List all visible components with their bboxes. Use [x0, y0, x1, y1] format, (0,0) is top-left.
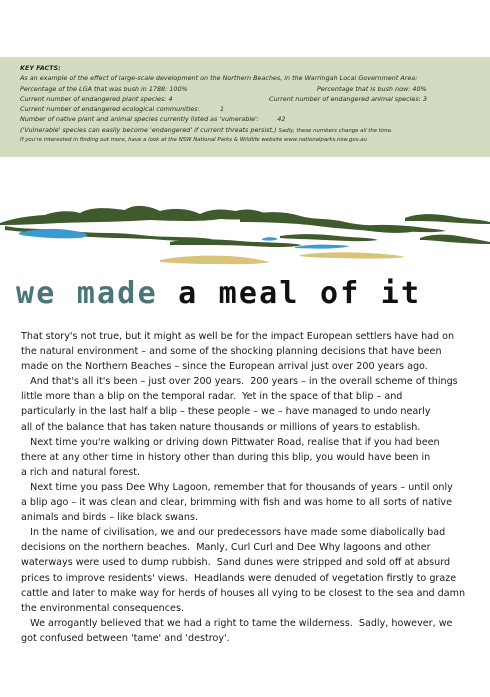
sand-illustration: [160, 252, 405, 264]
bush-1788-fact: Percentage of the LGA that was bush in 1788: 100%: [20, 84, 188, 93]
body-line: cattle and later to make way for herds of houses all vying to be closest to the sea and damn: [21, 587, 466, 599]
key-facts-content: [20, 63, 484, 145]
body-line: all of the balance that has taken nature thousands or millions of years to establish.: [21, 421, 421, 433]
body-line: a rich and natural forest.: [21, 466, 141, 478]
body-line: We arrogantly believed that we had a right to tame the wilderness. Sadly, however, we: [21, 617, 453, 629]
article-body: [21, 329, 476, 646]
bush-now-fact: Percentage that is bush now: 40%: [317, 84, 427, 93]
body-line: decisions on the northern beaches. Manly, Curl Curl and Dee Why lagoons and other: [21, 542, 431, 554]
key-facts-bush-row: [20, 84, 484, 94]
body-line: Next time you're walking or driving down Pittwater Road, realise that if you had been: [21, 436, 440, 448]
body-line: there at any other time in history other than during this blip, you would have been in: [21, 451, 431, 463]
body-line: In the name of civilisation, we and our predecessors have made some diabolically bad: [21, 527, 446, 539]
vulnerable-note: ('Vulnerable' species can easily become 'endangered' if current threats persist.): [20, 125, 277, 134]
body-line: got confused between 'tame' and 'destroy'.: [21, 632, 230, 644]
page-title: [16, 276, 421, 311]
website-note: If you're interested in finding out more, have a look at the NSW National Parks & Wildlife website www.nationalparks.nsw.gov.au: [20, 137, 367, 144]
key-facts-species-row: [20, 94, 484, 104]
body-line: the natural environment – and some of the shocking planning decisions that have been: [21, 346, 442, 358]
body-line: Next time you pass Dee Why Lagoon, remember that for thousands of years – until only: [21, 481, 453, 493]
body-line: little more than a blip on the temporal radar. Yet in the space of that blip – and: [21, 391, 403, 403]
body-line: particularly in the last half a blip – these people – we – have managed to undo nearly: [21, 406, 431, 418]
key-facts-intro: As an example of the effect of large-scale development on the Northern Beaches, in the Warringah Local Government Area:: [20, 74, 418, 83]
body-line: That story's not true, but it might as well be for the impact European settlers have had on: [21, 331, 455, 342]
key-facts-heading: KEY FACTS:: [20, 64, 61, 72]
key-facts-box: [0, 57, 490, 157]
endangered-animals-fact: Current number of endangered animal species: 3: [269, 94, 427, 103]
hills-illustration: [0, 206, 490, 247]
vulnerable-species-fact: Number of native plant and animal species currently listed as 'vulnerable': 42: [20, 115, 286, 124]
title-part-main: a meal of it: [178, 276, 422, 311]
body-line: made on the Northern Beaches – since the European arrival just over 200 years ago.: [21, 361, 428, 373]
title-part-accent: we made: [16, 276, 158, 311]
key-facts-note-row: [20, 125, 484, 135]
body-line: a blip ago – it was clean and clear, brimming with fish and was home to all sorts of native: [21, 497, 452, 509]
body-line: animals and birds – like black swans.: [21, 512, 199, 524]
body-line: the environmental consequences.: [21, 602, 184, 614]
body-line: waterways were used to dump rubbish. Sand dunes were stripped and sold off at absurd: [21, 557, 451, 569]
endangered-communities-fact: Current number of endangered ecological communities: 1: [20, 105, 225, 114]
body-line: prices to improve residents' views. Headlands were denuded of vegetation firstly to graze: [21, 572, 457, 584]
endangered-plants-fact: Current number of endangered plant species: 4: [20, 94, 173, 103]
body-line: And that's all it's been – just over 200 years. 200 years – in the overall scheme of things: [21, 376, 458, 388]
change-note: Sadly, these numbers change all the time.: [278, 127, 393, 134]
